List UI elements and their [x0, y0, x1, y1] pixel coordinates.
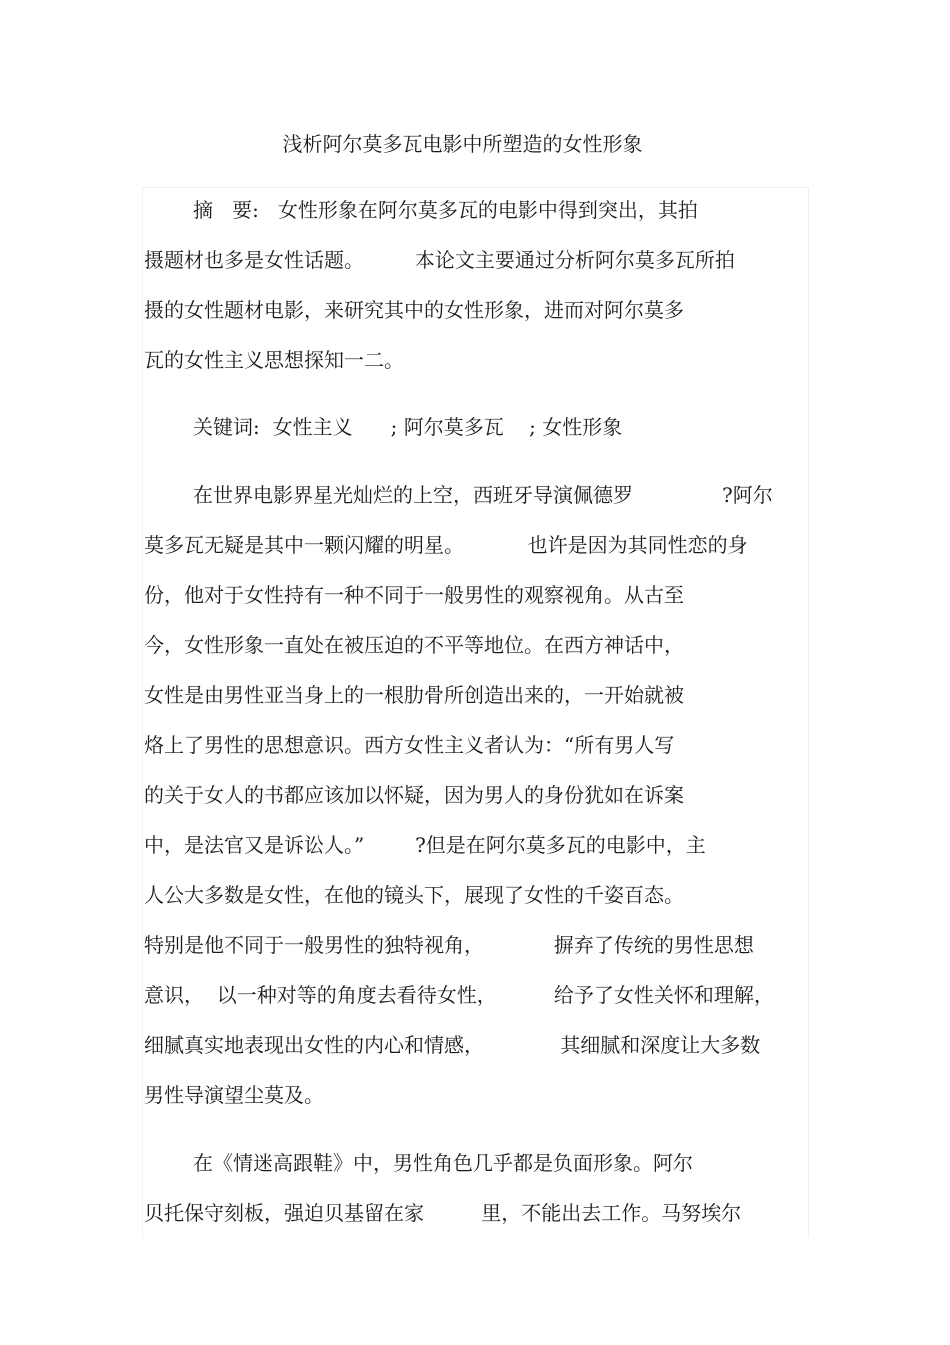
- abstract-line-3: 摄的女性题材电影，来研究其中的女性形象，进而对阿尔莫多: [144, 298, 684, 322]
- body-line: 份，他对于女性持有一种不同于一般男性的观察视角。从古至: [144, 583, 684, 607]
- abstract-line-2: 摄题材也多是女性话题。 本论文主要通过分析阿尔莫多瓦所拍: [144, 248, 735, 272]
- abstract-line-1: 摘 要: 女性形象在阿尔莫多瓦的电影中得到突出，其拍: [193, 198, 698, 222]
- body-line: 人公大多数是女性，在他的镜头下，展现了女性的千姿百态。: [144, 883, 684, 907]
- body-line: 在世界电影界星光灿烂的上空，西班牙导演佩德罗 ?阿尔: [193, 483, 773, 507]
- page-title: 浅析阿尔莫多瓦电影中所塑造的女性形象: [282, 132, 643, 156]
- body-line: 细腻真实地表现出女性的内心和情感， 其细腻和深度让大多数: [144, 1033, 761, 1057]
- body-line: 今，女性形象一直处在被压迫的不平等地位。在西方神话中，: [144, 633, 684, 657]
- abstract-line-4: 瓦的女性主义思想探知一二。: [144, 348, 404, 372]
- body-line: 意识， 以一种对等的角度去看待女性， 给予了女性关怀和理解，: [144, 983, 774, 1007]
- body-line: 在《情迷高跟鞋》中，男性角色几乎都是负面形象。阿尔: [193, 1151, 693, 1175]
- body-line: 的关于女人的书都应该加以怀疑，因为男人的身份犹如在诉案: [144, 783, 684, 807]
- body-line: 贝托保守刻板，强迫贝基留在家 里，不能出去工作。马努埃尔: [144, 1201, 742, 1225]
- body-line: 特别是他不同于一般男性的独特视角， 摒弃了传统的男性思想: [144, 933, 754, 957]
- body-line: 女性是由男性亚当身上的一根肋骨所创造出来的，一开始就被: [144, 683, 684, 707]
- body-line: 中，是法官又是诉讼人。” ?但是在阿尔莫多瓦的电影中，主: [144, 833, 706, 857]
- keywords-line: 关键词: 女性主义 ; 阿尔莫多瓦 ; 女性形象: [193, 415, 623, 439]
- body-line: 烙上了男性的思想意识。西方女性主义者认为：“所有男人写: [144, 733, 675, 757]
- body-line: 莫多瓦无疑是其中一颗闪耀的明星。 也许是因为其同性恋的身: [144, 533, 748, 557]
- body-line: 男性导演望尘莫及。: [144, 1083, 324, 1107]
